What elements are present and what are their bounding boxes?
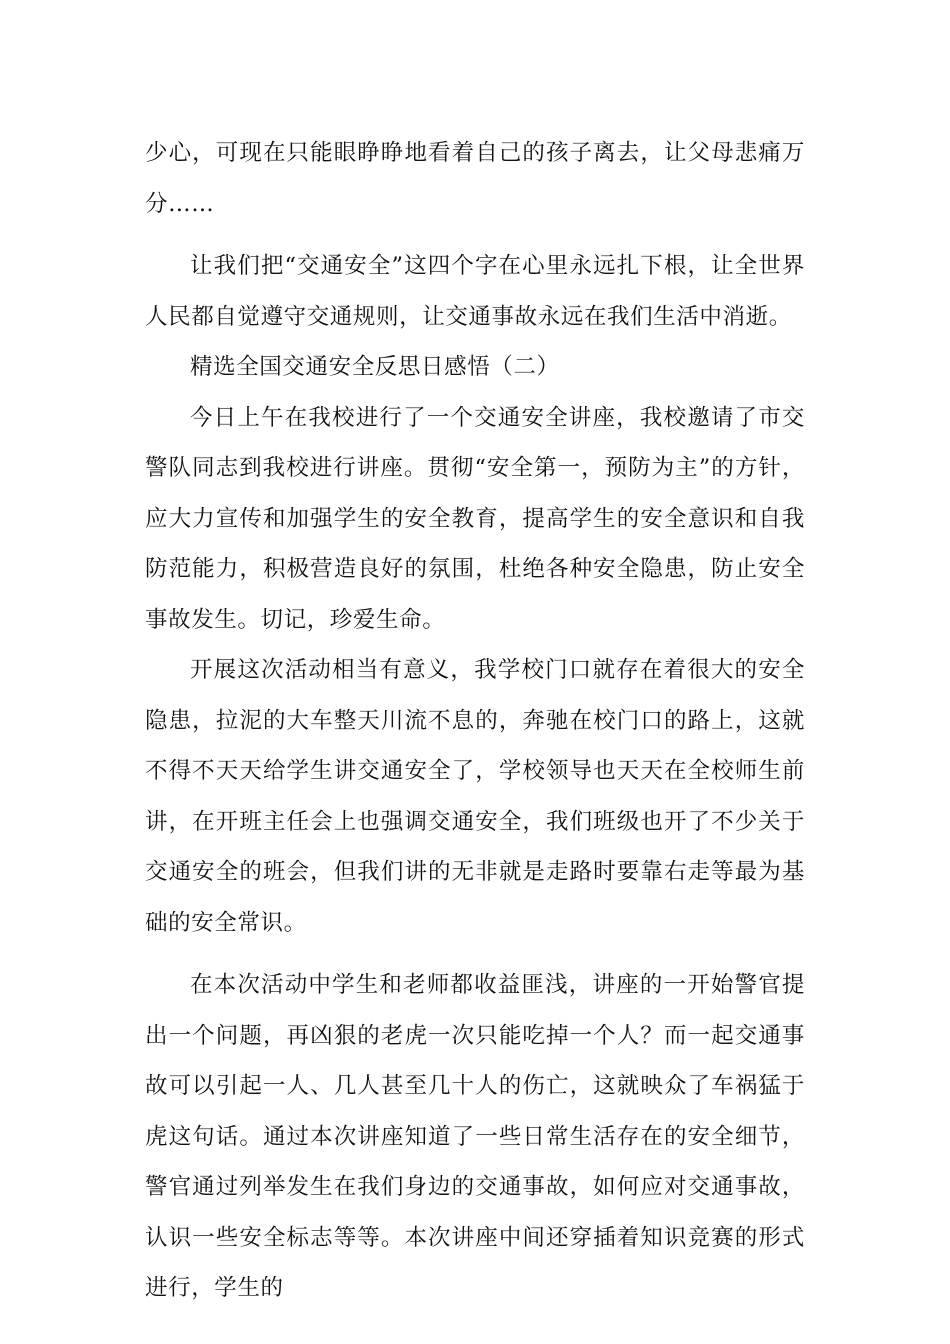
paragraph-closing: 让我们把“交通安全”这四个字在心里永远扎下根，让全世界人民都自觉遵守交通规则，让交通事故永远在我们生活中消逝。: [145, 253, 805, 330]
paragraph-benefits: 在本次活动中学生和老师都收益匪浅，讲座的一开始警官提出一个问题，再凶狠的老虎一次只能吃掉一个人？而一起交通事故可以引起一人、几人甚至几十人的伤亡，这就映众了车祸猛于虎这句话。通过本次讲座知道了一些日常生活存在的安全细节，警官通过列举发生在我们身边的交通事故，如何应对交通事故，认识一些安全标志等等。本次讲座中间还穿插着知识竞赛的形式进行，学生的: [145, 972, 805, 1301]
paragraph-lecture: 今日上午在我校进行了一个交通安全讲座，我校邀请了市交警队同志到我校进行讲座。贯彻“安全第一，预防为主”的方针，应大力宣传和加强学生的安全教育，提高学生的安全意识和自我防范能力，积极营造良好的氛围，杜绝各种安全隐患，防止安全事故发生。切记，珍爱生命。: [145, 404, 805, 633]
document-body: [145, 128, 805, 1314]
section-heading: 精选全国交通安全反思日感悟（二）: [190, 354, 560, 380]
paragraph-continuation: 少心，可现在只能眼睁睁地看着自己的孩子离去，让父母悲痛万分……: [145, 140, 805, 217]
paragraph-activity: 开展这次活动相当有意义，我学校门口就存在着很大的安全隐患，拉泥的大车整天川流不息的，奔驰在校门口的路上，这就不得不天天给学生讲交通安全了，学校领导也天天在全校师生前讲，在开班主任会上也强调交通安全，我们班级也开了不少关于交通安全的班会，但我们讲的无非就是走路时要靠右走等最为基础的安全常识。: [145, 657, 805, 936]
